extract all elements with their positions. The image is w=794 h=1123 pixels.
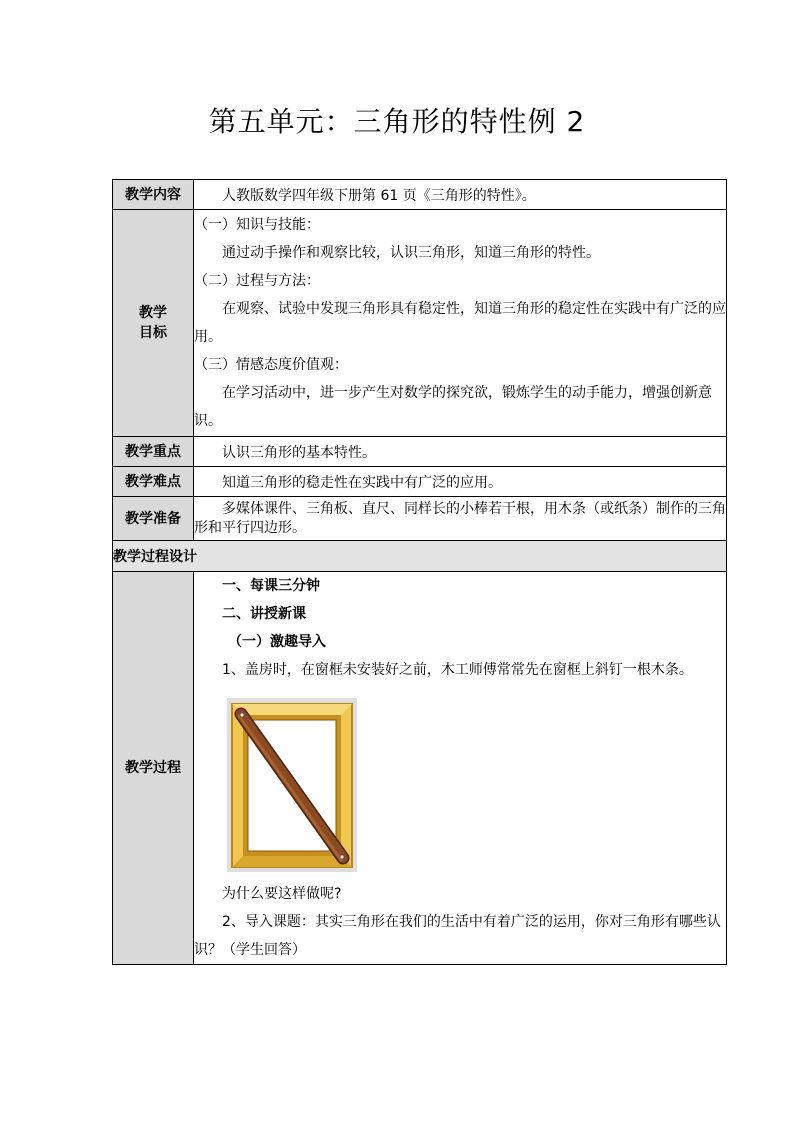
process-question: 为什么要这样做呢? bbox=[222, 886, 342, 902]
section-process-design: 教学过程设计 bbox=[113, 541, 727, 572]
goal-text-process: 在观察、试验中发现三角形具有稳定性，知道三角形的稳定性在实践中有广泛的应用。 bbox=[194, 301, 726, 345]
row-teaching-process bbox=[113, 572, 727, 965]
step-new-lesson: 二、讲授新课 bbox=[222, 606, 306, 622]
step-three-minutes: 一、每课三分钟 bbox=[222, 578, 320, 594]
process-paragraph-intro: 2、导入课题：其实三角形在我们的生活中有着广泛的运用，你对三角形有哪些认识？（学生回答） bbox=[194, 914, 721, 958]
goal-heading-knowledge: （一）知识与技能： bbox=[194, 217, 320, 233]
teaching-content-text: 人教版数学四年级下册第 61 页《三角形的特性》。 bbox=[222, 187, 536, 204]
difficulty-text: 知道三角形的稳走性在实践中有广泛的应用。 bbox=[222, 474, 502, 491]
goal-text-attitude: 在学习活动中，进一步产生对数学的探究欲，锻炼学生的动手能力，增强创新意识。 bbox=[194, 385, 712, 429]
label-teaching-goals: 教学 目标 bbox=[113, 210, 194, 437]
row-preparation bbox=[113, 497, 727, 541]
row-design-header bbox=[113, 541, 727, 572]
preparation-text: 多媒体课件、三角板、直尺、同样长的小棒若干根，用木条（或纸条）制作的三角形和平行四边形。 bbox=[194, 500, 726, 536]
label-teaching-process: 教学过程 bbox=[113, 572, 194, 965]
page-title: 第五单元：三角形的特性例 2 bbox=[208, 105, 586, 138]
key-point-text: 认识三角形的基本特性。 bbox=[222, 444, 376, 461]
row-teaching-goals bbox=[113, 210, 727, 437]
label-teaching-content: 教学内容 bbox=[113, 180, 194, 210]
goal-heading-process: （二）过程与方法： bbox=[194, 273, 320, 289]
lesson-plan-table bbox=[112, 179, 727, 965]
row-key-point bbox=[113, 437, 727, 467]
row-difficulty bbox=[113, 467, 727, 497]
window-frame-with-diagonal-brace-picture bbox=[227, 698, 357, 872]
label-preparation: 教学准备 bbox=[113, 497, 194, 541]
row-teaching-content bbox=[113, 180, 727, 210]
label-difficulty: 教学难点 bbox=[113, 467, 194, 497]
goal-text-knowledge: 通过动手操作和观察比较，认识三角形，知道三角形的特性。 bbox=[222, 245, 600, 261]
process-paragraph-window: 1、盖房时，在窗框未安装好之前，木工师傅常常先在窗框上斜钉一根木条。 bbox=[222, 662, 693, 678]
goal-heading-attitude: （三）情感态度价值观： bbox=[194, 357, 348, 373]
label-key-point: 教学重点 bbox=[113, 437, 194, 467]
step-introduction: （一）激趣导入 bbox=[228, 634, 326, 650]
